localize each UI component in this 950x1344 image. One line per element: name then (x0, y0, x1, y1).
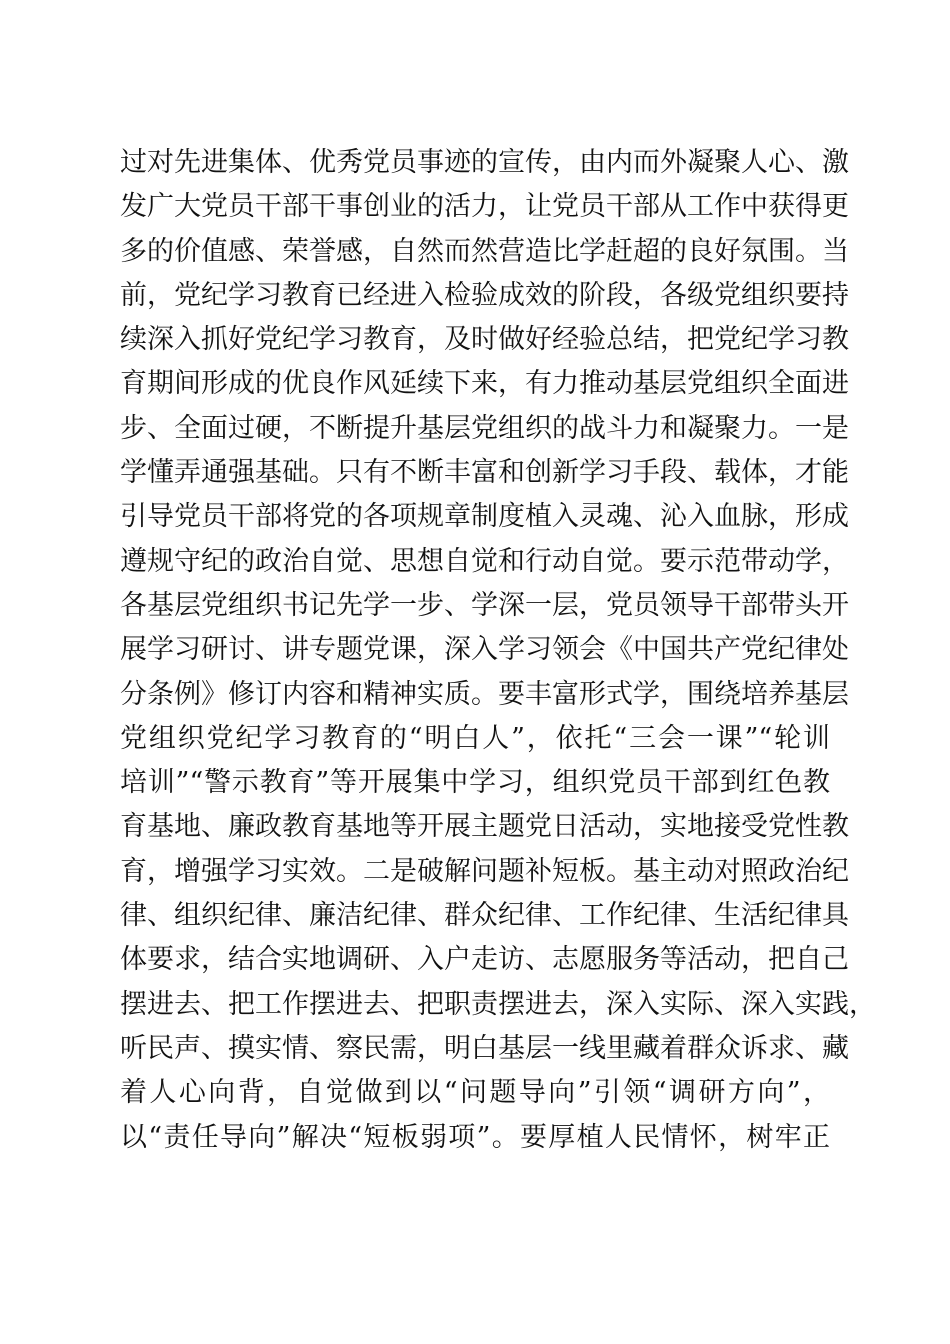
text-line: 过对先进集体、优秀党员事迹的宣传，由内而外凝聚人心、激 (120, 147, 849, 178)
text-line: 发广大党员干部干事创业的活力，让党员干部从工作中获得更 (120, 191, 849, 223)
text-line: 党组织党纪学习教育的“明白人”，依托“三会一课”“轮训 (120, 722, 830, 754)
text-line: 以“责任导向”解决“短板弱项”。要厚植人民情怀，树牢正 (120, 1121, 830, 1153)
text-line: 听民声、摸实情、察民需，明白基层一线里藏着群众诉求、藏 (120, 1032, 849, 1064)
text-line: 步、全面过硬，不断提升基层党组织的战斗力和凝聚力。一是 (120, 412, 849, 444)
text-line: 分条例》修订内容和精神实质。要丰富形式学，围绕培养基层 (120, 678, 849, 710)
text-line: 学懂弄通强基础。只有不断丰富和创新学习手段、载体，才能 (120, 457, 849, 489)
text-line: 摆进去、把工作摆进去、把职责摆进去，深入实际、深入实践， (120, 988, 876, 1020)
text-line: 引导党员干部将党的各项规章制度植入灵魂、沁入血脉，形成 (120, 501, 849, 533)
text-line: 着人心向背，自觉做到以“问题导向”引领“调研方向”， (120, 1077, 830, 1109)
text-line: 育基地、廉政教育基地等开展主题党日活动，实地接受党性教 (120, 811, 849, 843)
text-line: 展学习研讨、讲专题党课，深入学习领会《中国共产党纪律处 (120, 634, 849, 666)
text-line: 培训”“警示教育”等开展集中学习，组织党员干部到红色教 (120, 767, 830, 799)
text-line: 前，党纪学习教育已经进入检验成效的阶段，各级党组织要持 (120, 279, 849, 311)
text-line: 体要求，结合实地调研、入户走访、志愿服务等活动，把自己 (120, 944, 849, 976)
body-paragraph (120, 141, 876, 1160)
text-line: 续深入抓好党纪学习教育，及时做好经验总结，把党纪学习教 (120, 324, 849, 356)
text-line: 育期间形成的优良作风延续下来，有力推动基层党组织全面进 (120, 368, 849, 400)
text-line: 多的价值感、荣誉感，自然而然营造比学赶超的良好氛围。当 (120, 235, 849, 267)
text-line: 律、组织纪律、廉洁纪律、群众纪律、工作纪律、生活纪律具 (120, 900, 849, 932)
text-line: 各基层党组织书记先学一步、学深一层，党员领导干部带头开 (120, 589, 849, 621)
text-line: 育，增强学习实效。二是破解问题补短板。基主动对照政治纪 (120, 855, 849, 887)
text-line: 遵规守纪的政治自觉、思想自觉和行动自觉。要示范带动学， (120, 545, 849, 577)
